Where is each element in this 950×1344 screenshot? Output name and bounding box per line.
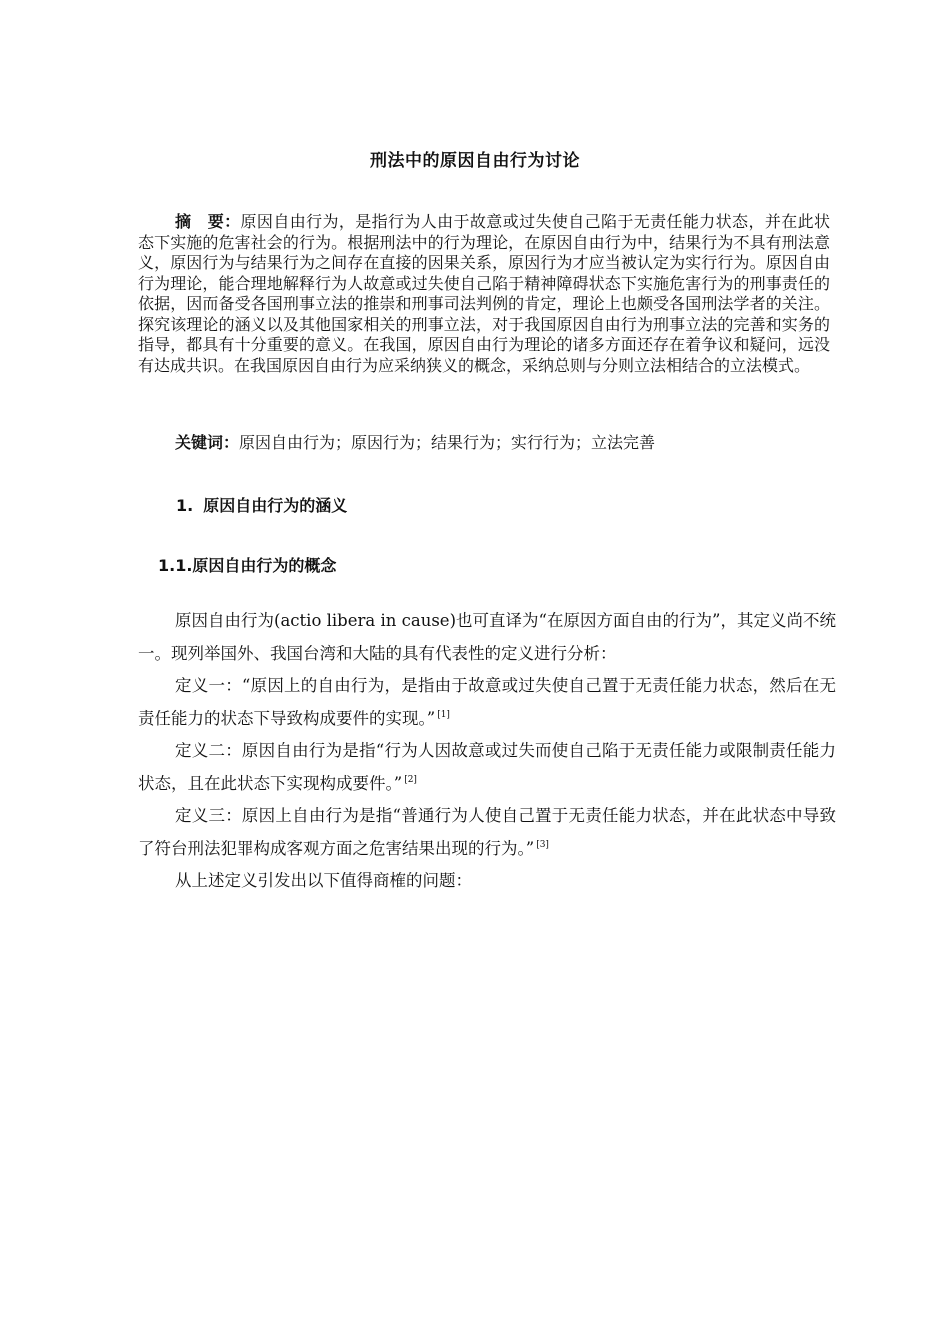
body-paragraph-questions	[138, 865, 836, 898]
paragraph-text: 原因自由行为(actio libera in cause)也可直译为“在原因方面自由的行为”，其定义尚不统一。现列举国外、我国台湾和大陆的具有代表性的定义进行分析：	[138, 611, 836, 663]
abstract-text: 原因自由行为，是指行为人由于故意或过失使自己陷于无责任能力状态，并在此状态下实施的危害社会的行为。根据刑法中的行为理论，在原因自由行为中，结果行为不具有刑法意义，原因行为与结果行为之间存在直接的因果关系，原因行为才应当被认定为实行行为。原因自由行为理论，能合理地解释行为人故意或过失使自己陷于精神障碍状态下实施危害行为的刑事责任的依据，因而备受各国刑事立法的推崇和刑事司法判例的肯定，理论上也颇受各国刑法学者的关注。探究该理论的涵义以及其他国家相关的刑事立法，对于我国原因自由行为刑事立法的完善和实务的指导，都具有十分重要的意义。在我国，原因自由行为理论的诸多方面还存在着争议和疑问，远没有达成共识。在我国原因自由行为应采纳狭义的概念，采纳总则与分则立法相结合的立法模式。	[138, 212, 830, 375]
section-heading-1	[176, 493, 347, 516]
body-paragraph-definition-2	[138, 735, 836, 800]
section-number: 1.	[176, 496, 194, 515]
citation-ref-1[interactable]: [1]	[437, 709, 450, 720]
paragraph-text: 定义三：原因上自由行为是指“普通行为人使自己置于无责任能力状态，并在此状态中导致了符台刑法犯罪构成客观方面之危害结果出现的行为。”	[138, 806, 836, 858]
keywords-text: 原因自由行为；原因行为；结果行为；实行行为；立法完善	[239, 433, 656, 452]
section-title: 原因自由行为的涵义	[203, 496, 348, 515]
body-text	[138, 605, 836, 898]
keywords-paragraph	[175, 433, 835, 453]
document-title: 刑法中的原因自由行为讨论	[370, 151, 580, 171]
body-paragraph-definition-3	[138, 800, 836, 865]
subsection-heading-1-1: 1.1.原因自由行为的概念	[158, 556, 337, 575]
body-paragraph-intro	[138, 605, 836, 670]
body-paragraph-definition-1	[138, 670, 836, 735]
keywords-label: 关键词：	[175, 433, 240, 452]
abstract-paragraph	[138, 212, 830, 376]
paragraph-text: 从上述定义引发出以下值得商榷的问题：	[175, 871, 472, 890]
paragraph-text: 定义二：原因自由行为是指“行为人因故意或过失而使自己陷于无责任能力或限制责任能力状态，且在此状态下实现构成要件。”	[138, 741, 836, 793]
citation-ref-2[interactable]: [2]	[404, 774, 417, 785]
abstract-label: 摘 要：	[175, 212, 241, 231]
citation-ref-3[interactable]: [3]	[536, 839, 549, 850]
paragraph-text: 定义一：“原因上的自由行为，是指由于故意或过失使自己置于无责任能力状态，然后在无责任能力的状态下导致构成要件的实现。”	[138, 676, 836, 728]
